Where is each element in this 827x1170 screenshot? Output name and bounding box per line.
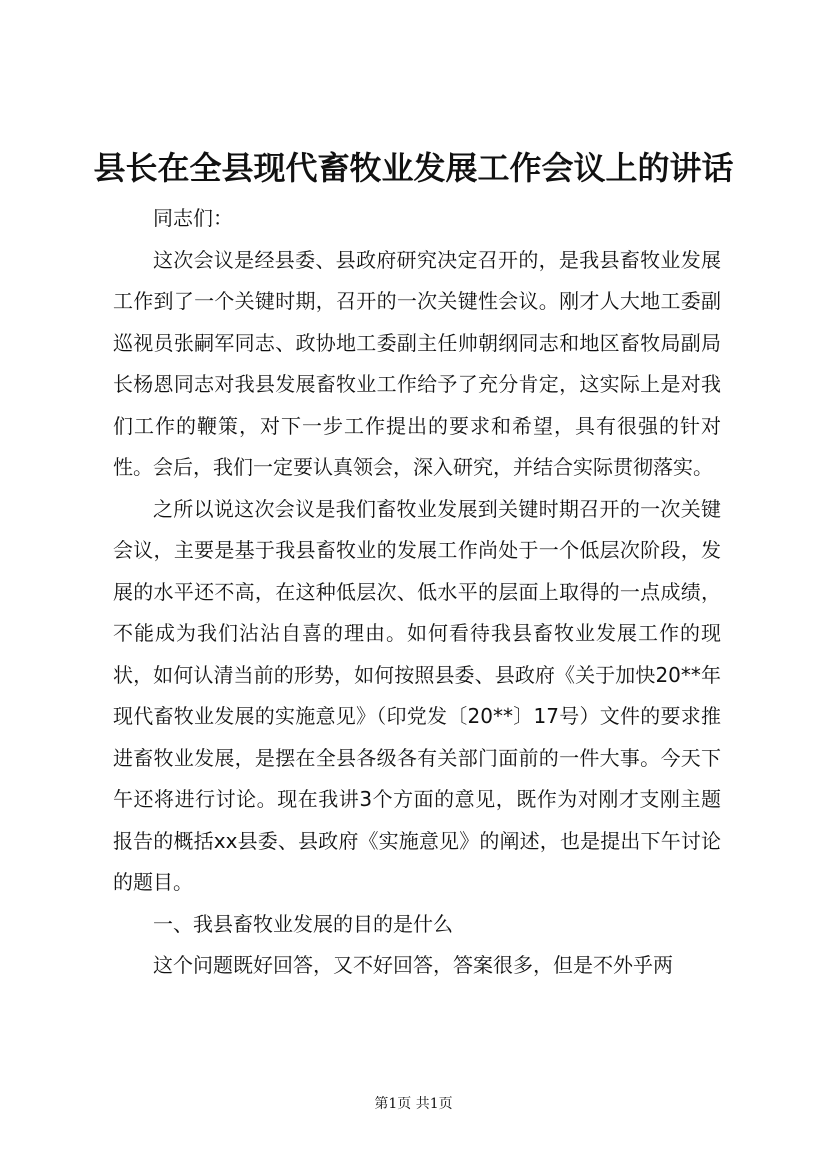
- document-title: 县长在全县现代畜牧业发展工作会议上的讲话: [93, 149, 734, 187]
- paragraph: 这个问题既好回答，又不好回答，答案很多，但是不外乎两: [153, 953, 673, 977]
- paragraph: 之所以说这次会议是我们畜牧业发展到关键时期召开的一次关键会议，主要是基于我县畜牧业的发展工作尚处于一个低层次阶段，发展的水平还不高，在这种低层次、低水平的层面上取得的一点成绩，不能成为我们沾沾自喜的理由。如何看待我县畜牧业发展工作的现状，如何认清当前的形势，如何按照县委、县政府《关于加快20**年现代畜牧业发展的实施意见》（印党发〔20**〕17号）文件的要求推进畜牧业发展，是摆在全县各级各有关部门面前的一件大事。今天下午还将进行讨论。现在我讲3个方面的意见，既作为对刚才支刚主题报告的概括xx县委、县政府《实施意见》的阐述，也是提出下午讨论的题目。: [113, 496, 721, 894]
- section-heading: 一、我县畜牧业发展的目的是什么: [153, 911, 453, 936]
- page-footer: 第1页 共1页: [374, 1096, 453, 1112]
- paragraph-salutation: 同志们：: [153, 206, 233, 230]
- document-body: [113, 198, 721, 987]
- paragraph: 这次会议是经县委、县政府研究决定召开的，是我县畜牧业发展工作到了一个关键时期，召开的一次关键性会议。刚才人大地工委副巡视员张嗣军同志、政协地工委副主任帅朝纲同志和地区畜牧局副局长杨恩同志对我县发展畜牧业工作给予了充分肯定，这实际上是对我们工作的鞭策，对下一步工作提出的要求和希望，具有很强的针对性。会后，我们一定要认真领会，深入研究，并结合实际贯彻落实。: [113, 247, 721, 479]
